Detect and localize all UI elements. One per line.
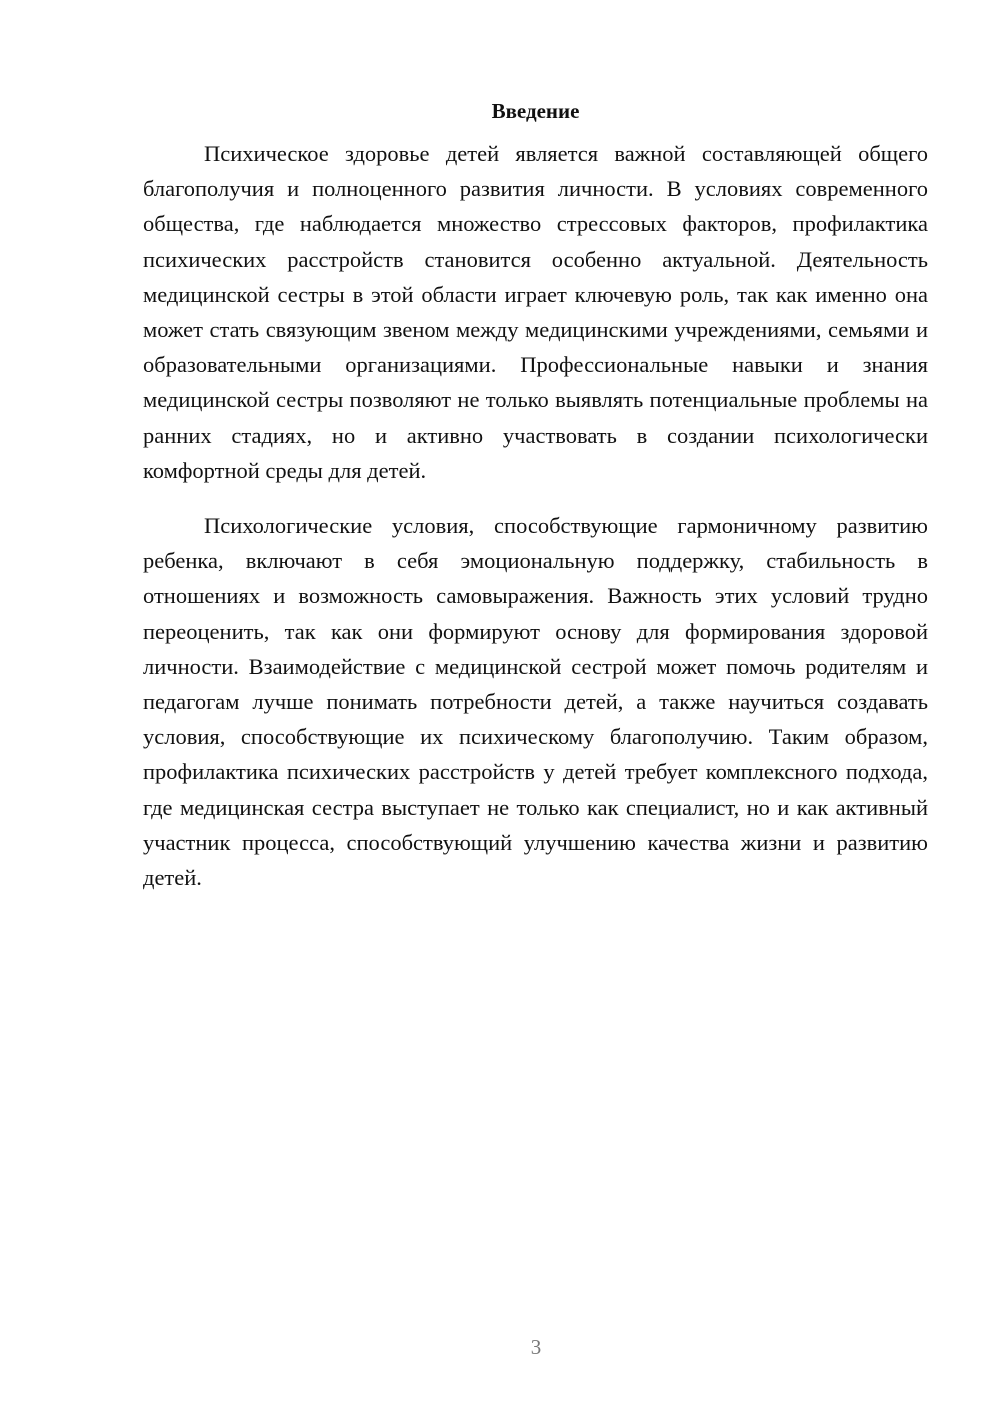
page-body (143, 96, 928, 895)
paragraph-1: Психическое здоровье детей является важной составляющей общего благополучия и полноценного развития личности. В условиях современного общества, где наблюдается множество стрессовых факторов, профилактика психических расстройств становится особенно актуальной. Деятельность медицинской сестры в этой области играет ключевую роль, так как именно она может стать связующим звеном между медицинскими учреждениями, семьями и образовательными организациями. Профессиональные навыки и знания медицинской сестры позволяют не только выявлять потенциальные проблемы на ранних стадиях, но и активно участвовать в создании психологически комфортной среды для детей. (143, 141, 928, 483)
page-number: 3 (530, 1335, 542, 1359)
section-title: Введение (491, 99, 580, 123)
paragraph-2: Психологические условия, способствующие гармоничному развитию ребенка, включают в себя эмоциональную поддержку, стабильность в отношениях и возможность самовыражения. Важность этих условий трудно переоценить, так как они формируют основу для формирования здоровой личности. Взаимодействие с медицинской сестрой может помочь родителям и педагогам лучше понимать потребности детей, а также научиться создавать условия, способствующие их психическому благополучию. Таким образом, профилактика психических расстройств у детей требует комплексного подхода, где медицинская сестра выступает не только как специалист, но и как активный участник процесса, способствующий улучшению качества жизни и развитию детей. (143, 513, 928, 891)
